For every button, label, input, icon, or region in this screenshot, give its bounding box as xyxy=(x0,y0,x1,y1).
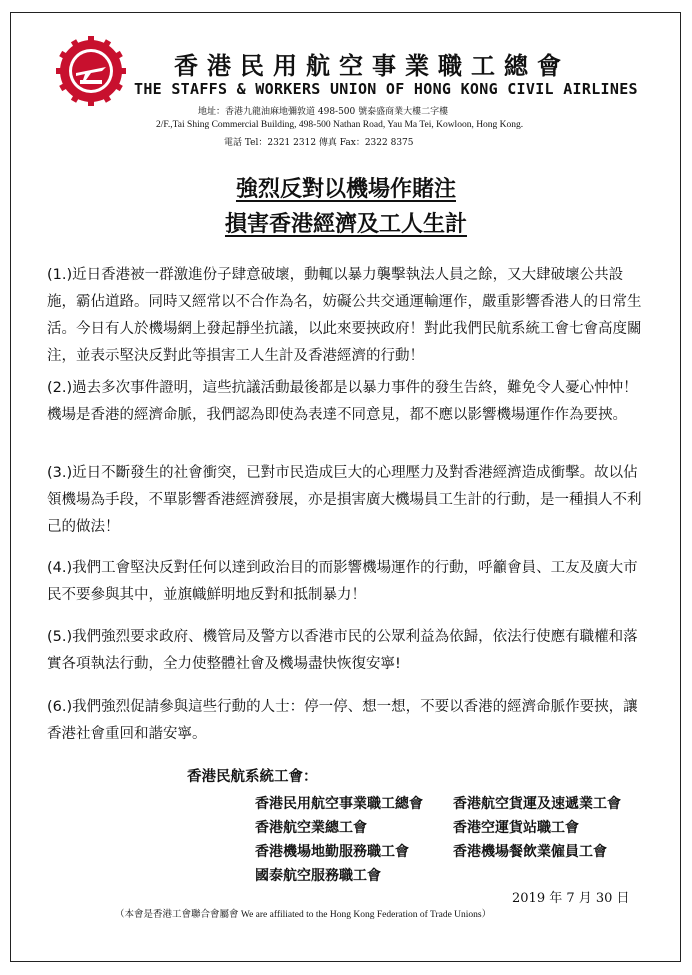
paragraph-1: (1.)近日香港被一群激進份子肆意破壞，動輒以暴力襲擊執法人員之餘，又大肆破壞公共設施，霸佔道路。同時又經常以不合作為名，妨礙公共交通運輸運作，嚴重影響香港人的日常生活。今日有人於機場網上發起靜坐抗議，以此來要挾政府！對此我們民航系統工會七會高度關注，並表示堅決反對此等損害工人生計及香港經濟的行動！ xyxy=(47,267,642,364)
org-name-chinese: 香港民用航空事業職工總會 xyxy=(174,51,570,80)
signatory-union: 香港機場地勤服務職工會 xyxy=(255,844,409,860)
statement-date: 2019 年 7 月 30 日 xyxy=(512,891,630,906)
address-english: 2/F.,Tai Shing Commercial Building, 498-500 Nathan Road, Yau Ma Tei, Kowloon, Hong Kong. xyxy=(156,120,524,130)
signatories-title: 香港民航系統工會： xyxy=(187,769,318,785)
address-chinese: 地址：香港九龍油麻地彌敦道 498-500 號泰盛商業大樓二字樓 xyxy=(198,107,449,117)
signatory-union: 香港機場餐飲業僱員工會 xyxy=(453,844,607,860)
signatory-union: 香港民用航空事業職工總會 xyxy=(255,796,423,812)
contact-numbers: 電話 Tel：2321 2312 傳真 Fax：2322 8375 xyxy=(224,138,414,148)
paragraph-3: (3.)近日不斷發生的社會衝突，已對市民造成巨大的心理壓力及對香港經濟造成衝擊。故以佔領機場為手段，不單影響香港經濟發展，亦是損害廣大機場員工生計的行動，是一種損人不利己的做法！ xyxy=(47,465,642,535)
paragraph-4: (4.)我們工會堅決反對任何以達到政治目的而影響機場運作的行動，呼籲會員、工友及廣大市民不要參與其中，並旗幟鮮明地反對和抵制暴力！ xyxy=(47,560,638,603)
paragraph-6: (6.)我們強烈促請參與這些行動的人士：停一停、想一想，不要以香港的經濟命脈作要挾，讓香港社會重回和諧安寧。 xyxy=(47,699,638,742)
paragraph-2: (2.)過去多次事件證明，這些抗議活動最後都是以暴力事件的發生告終，難免令人憂心忡忡！機場是香港的經濟命脈，我們認為即使為表達不同意見，都不應以影響機場運作作為要挾。 xyxy=(47,380,638,423)
signatory-union: 國泰航空服務職工會 xyxy=(255,868,381,884)
org-name-english: THE STAFFS & WORKERS UNION OF HONG KONG CIVIL AIRLINES xyxy=(134,80,638,98)
signatory-union: 香港航空業總工會 xyxy=(255,820,367,836)
statement-title-line-2: 損害香港經濟及工人生計 xyxy=(224,212,467,237)
affiliation-footer: （本會是香港工會聯合會屬會 We are affiliated to the Hong Kong Federation of Trade Unions） xyxy=(115,910,492,920)
union-logo-icon xyxy=(56,36,126,106)
statement-title-line-1: 強烈反對以機場作賭注 xyxy=(235,177,456,202)
paragraph-5: (5.)我們強烈要求政府、機管局及警方以香港市民的公眾利益為依歸，依法行使應有職權和落實各項執法行動，全力使整體社會及機場盡快恢復安寧! xyxy=(47,629,638,672)
signatory-union: 香港航空貨運及速遞業工會 xyxy=(453,796,621,812)
signatory-union: 香港空運貨站職工會 xyxy=(453,820,579,836)
